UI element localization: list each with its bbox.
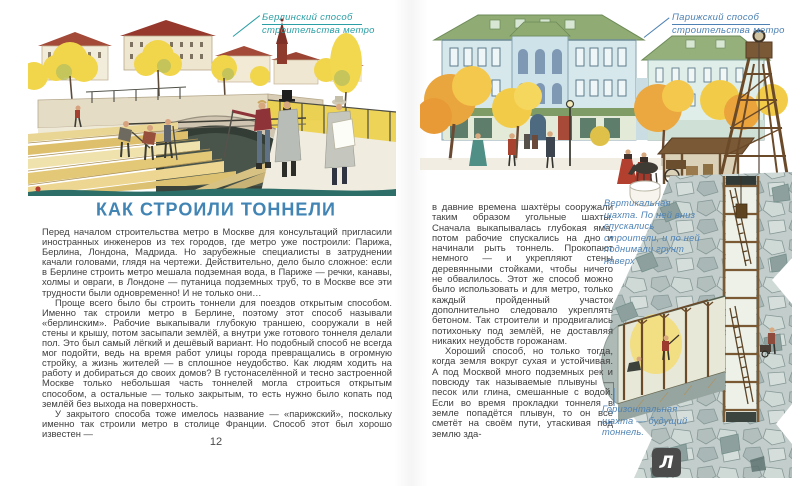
- annotation-text: Горизонтальная шахта — будущий тоннель.: [602, 404, 688, 438]
- vertical-shaft: [724, 176, 758, 422]
- berlin-open-trench-illustration: [28, 8, 396, 196]
- paragraph: Хороший способ, но только тогда, когда земля вокруг сухая и устойчивая. А под Москвой много подземных рек и повсюду так называемые плывуны — песок или глина, смешанные с водой. Если во время прокладки тоннеля в земле попадётся плывун, то он всё сметёт на своём пути, утаскивая под землю зда-: [432, 346, 613, 440]
- paragraph: Перед началом строительства метро в Москве для консультаций пригласили иностранных инженеров из тех городов, где метро уже построили: Парижа, Берлина, Лондона, Мадрида. Но зарубежные специалисты в затруднении качали головами, глядя на чертежи. Действительно, дело было сложное: если в Берлине строить метро мешала подземная вода, в Париже — речки, канавы, холмы и овраги, в Лондоне — путаница подземных труб, то в Москве все эти трудности были одновременно! И не только они…: [42, 226, 392, 298]
- caption-line: Берлинский способ: [262, 12, 362, 25]
- right-page-text: [432, 203, 613, 440]
- annotation-horizontal-shaft: [602, 404, 710, 439]
- caption-berlin-method: [262, 12, 382, 36]
- paragraph: Проще всего было бы строить тоннели для поездов открытым способом. Именно так строили метро в Берлине, поэтому этот способ называли «берлинским». Рабочие выкапывали глубокую траншею, сооружали в ней стены и крышу, потом засыпали землёй, а внутри уже готового тоннеля делали пол. Это был самый лёгкий и дешёвый вариант. Но подобный способ не всегда мог подойти, ведь на время работ улицы города превращались в огромную стройку, а жизнь жителей — в сплошное неудобство. Как людям ходить на работу и добираться до своих домов? В густонаселённой и тесно застроенной Москве только небольшая часть тоннелей могла строиться открытым способом, а остальные — только закрытым, то есть нужно было копать под землёй без выхода на поверхность.: [42, 296, 392, 409]
- left-page-text: [42, 227, 392, 439]
- annotation-text: Вертикальная шахта. По ней вниз спускались строители, и по ней поднимали грунт наверх: [604, 198, 700, 266]
- caption-line: строительства метро: [262, 25, 375, 36]
- caption-line: строительства метро: [672, 25, 785, 36]
- paragraph: в давние времена шахтёры сооружали таким образом угольные шахты. Сначала выкапывалась глубокая яма, потом рабочие спускались на дно и начинали рыть тоннель. Прокопают немного — и укрепляют стены деревянными стойками, чтобы ничего не обвалилось. Этот же способ можно было использовать и для метро, только каждый пройденный участок дополнительно следовало укреплять бетоном. Так строители и продвигались потихоньку под землёй, не доставляя никаких неудобств горожанам.: [432, 202, 613, 347]
- annotation-vertical-shaft: [604, 198, 700, 268]
- logo-letter: Л: [659, 452, 674, 473]
- caption-paris-method: [672, 12, 790, 36]
- page-title: КАК СТРОИЛИ ТОННЕЛИ: [96, 199, 336, 220]
- caption-line: Парижский способ: [672, 12, 770, 25]
- labirint-logo: [652, 448, 681, 477]
- annotation-leader-line: [613, 382, 614, 404]
- page-number: 12: [209, 436, 223, 448]
- paragraph: У закрытого способа тоже имелось название — «парижский», поскольку именно так строили метро в столице Франции. Способ этот был хорошо известен —: [42, 407, 392, 439]
